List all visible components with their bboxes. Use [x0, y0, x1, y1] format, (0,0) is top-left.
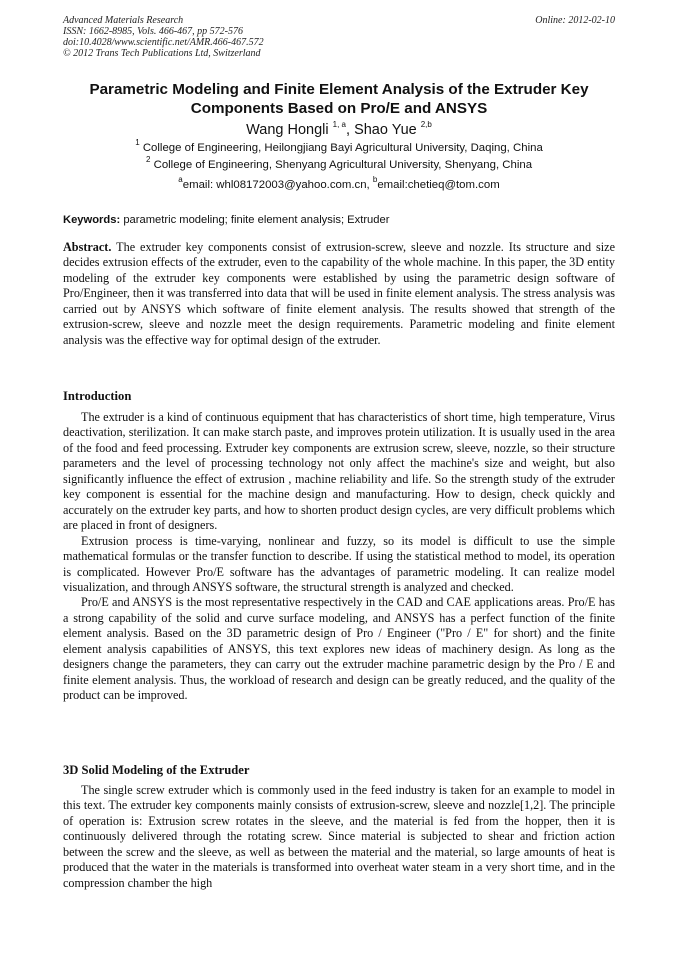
author-affiliation-mark: 2,b [420, 120, 432, 130]
intro-paragraph: The extruder is a kind of continuous equipment that has characteristics of short time, high temperature, Virus deactivation, sterilization. It can make starch paste, and improves protein utilization. It is usually used in the area of the food and feed processing. Extruder key components are extrusion screw, sleeve, nozzle, so their structure parameters and the level of processing technology not only affect the machine's size and weight, but also significantly influence the effect of extrusion , machine reliability and life. So the strength study of the extruder key component is essential for the machine design and manufacturing. How to design, check quickly and accurately on the extruder key parts, and how to shorten product design cycles, are very difficult problems which are placed in front of designers. [63, 410, 615, 533]
modeling-section [63, 783, 615, 891]
email-link[interactable]: email: whl08172003@yahoo.com.cn, [182, 179, 370, 191]
intro-heading: Introduction [63, 389, 132, 403]
journal-header [63, 15, 615, 59]
keywords-line [63, 213, 615, 227]
author-list [63, 122, 615, 139]
affiliation-text: College of Engineering, Heilongjiang Bayi Agricultural University, Daqing, China [142, 142, 543, 154]
keywords-label: Keywords: [63, 214, 121, 226]
author-affiliation-mark: 1, a [332, 120, 346, 130]
abstract-label: Abstract. [63, 240, 112, 254]
journal-issn: ISSN: 1662-8985, Vols. 466-467, pp 572-576 [63, 26, 243, 37]
affiliation-1 [63, 138, 615, 155]
intro-section [63, 410, 615, 704]
author-name: Wang Hongli [246, 122, 329, 138]
author-name: Shao Yue [354, 122, 417, 138]
author-emails [63, 175, 615, 192]
email-mark: a [178, 175, 183, 185]
paper-title [63, 80, 615, 118]
modeling-heading: 3D Solid Modeling of the Extruder [63, 763, 250, 777]
keywords-text: parametric modeling; finite element analysis; Extruder [123, 214, 390, 226]
journal-name: Advanced Materials Research [63, 15, 184, 26]
affiliation-number: 2 [145, 155, 151, 165]
intro-paragraph: Pro/E and ANSYS is the most representative respectively in the CAD and CAE applications areas. Pro/E has a strong capability of the solid and curve surface modeling, and ANSYS has a perfect function of the finite element analysis. Based on the 3D parametric design of Pro / Engineer ("Pro / E" for short) and the finite element analysis capabilities of ANSYS, this text explores new ideas of machinery design. As long as the designers change the parameters, they can carry out the extruder machine parametric design by the Pro / E and finite element analysis. Thus, the workload of research and design can be greatly reduced, and the quality of the product can be improved. [63, 595, 615, 703]
online-date: Online: 2012-02-10 [535, 15, 615, 26]
affiliation-2 [63, 155, 615, 172]
intro-paragraph: Extrusion process is time-varying, nonlinear and fuzzy, so its model is difficult to use the simple mathematical formulas or the transfer function to describe. If using the statistical method to model, its operation is complicated. However Pro/E software has the advantages of parametric modeling. It can realize model visualization, and through ANSYS software, the structural strength is analyzed and checked. [63, 533, 615, 594]
title-line-2: Components Based on Pro/E and ANSYS [190, 100, 488, 117]
affiliation-number: 1 [135, 138, 140, 148]
email-link[interactable]: email:chetieq@tom.com [377, 179, 500, 191]
affiliation-text: College of Engineering, Shenyang Agricultural University, Shenyang, China [153, 159, 533, 171]
author-separator: , [346, 122, 355, 138]
journal-copyright: © 2012 Trans Tech Publications Ltd, Switzerland [63, 48, 261, 59]
abstract-text: The extruder key components consist of extrusion-screw, sleeve and nozzle. Its structure and size decides extrusion effects of the extruder, even to the capability of the whole machine. In this paper, the 3D entity modeling of the extruder key components were established by using the parametric design software of Pro/Engineer, then it was transferred into data that will be used in finite element analysis. The stress analysis was carried out by ANSYS which software of finite element analysis. The results showed that strength of the extrusion-screw, sleeve and nozzle meet the design requirements. Parametric modeling and finite element analysis was the effective way for optimal design of the extruder. [63, 240, 616, 347]
abstract-section [63, 240, 615, 348]
modeling-paragraph: The single screw extruder which is commonly used in the feed industry is taken for an example to model in this text. The extruder key components mainly consists of extrusion-screw, sleeve and nozzle[1,2]. The principle of operation is: Extrusion screw rotates in the sleeve, and the material is fed from the hopper, then it is continuously delivered through the rotating screw. Since material is subjected to shear and friction action between the screw and the sleeve, as well as between the material and the material, so large amounts of heat is produced that the water in the materials is transformed into overheat water steam in a very short time, and in the compression chamber the high [63, 783, 615, 890]
title-line-1: Parametric Modeling and Finite Element Analysis of the Extruder Key [89, 81, 589, 98]
email-mark: b [372, 175, 378, 185]
journal-doi: doi:10.4028/www.scientific.net/AMR.466-467.572 [63, 37, 264, 48]
